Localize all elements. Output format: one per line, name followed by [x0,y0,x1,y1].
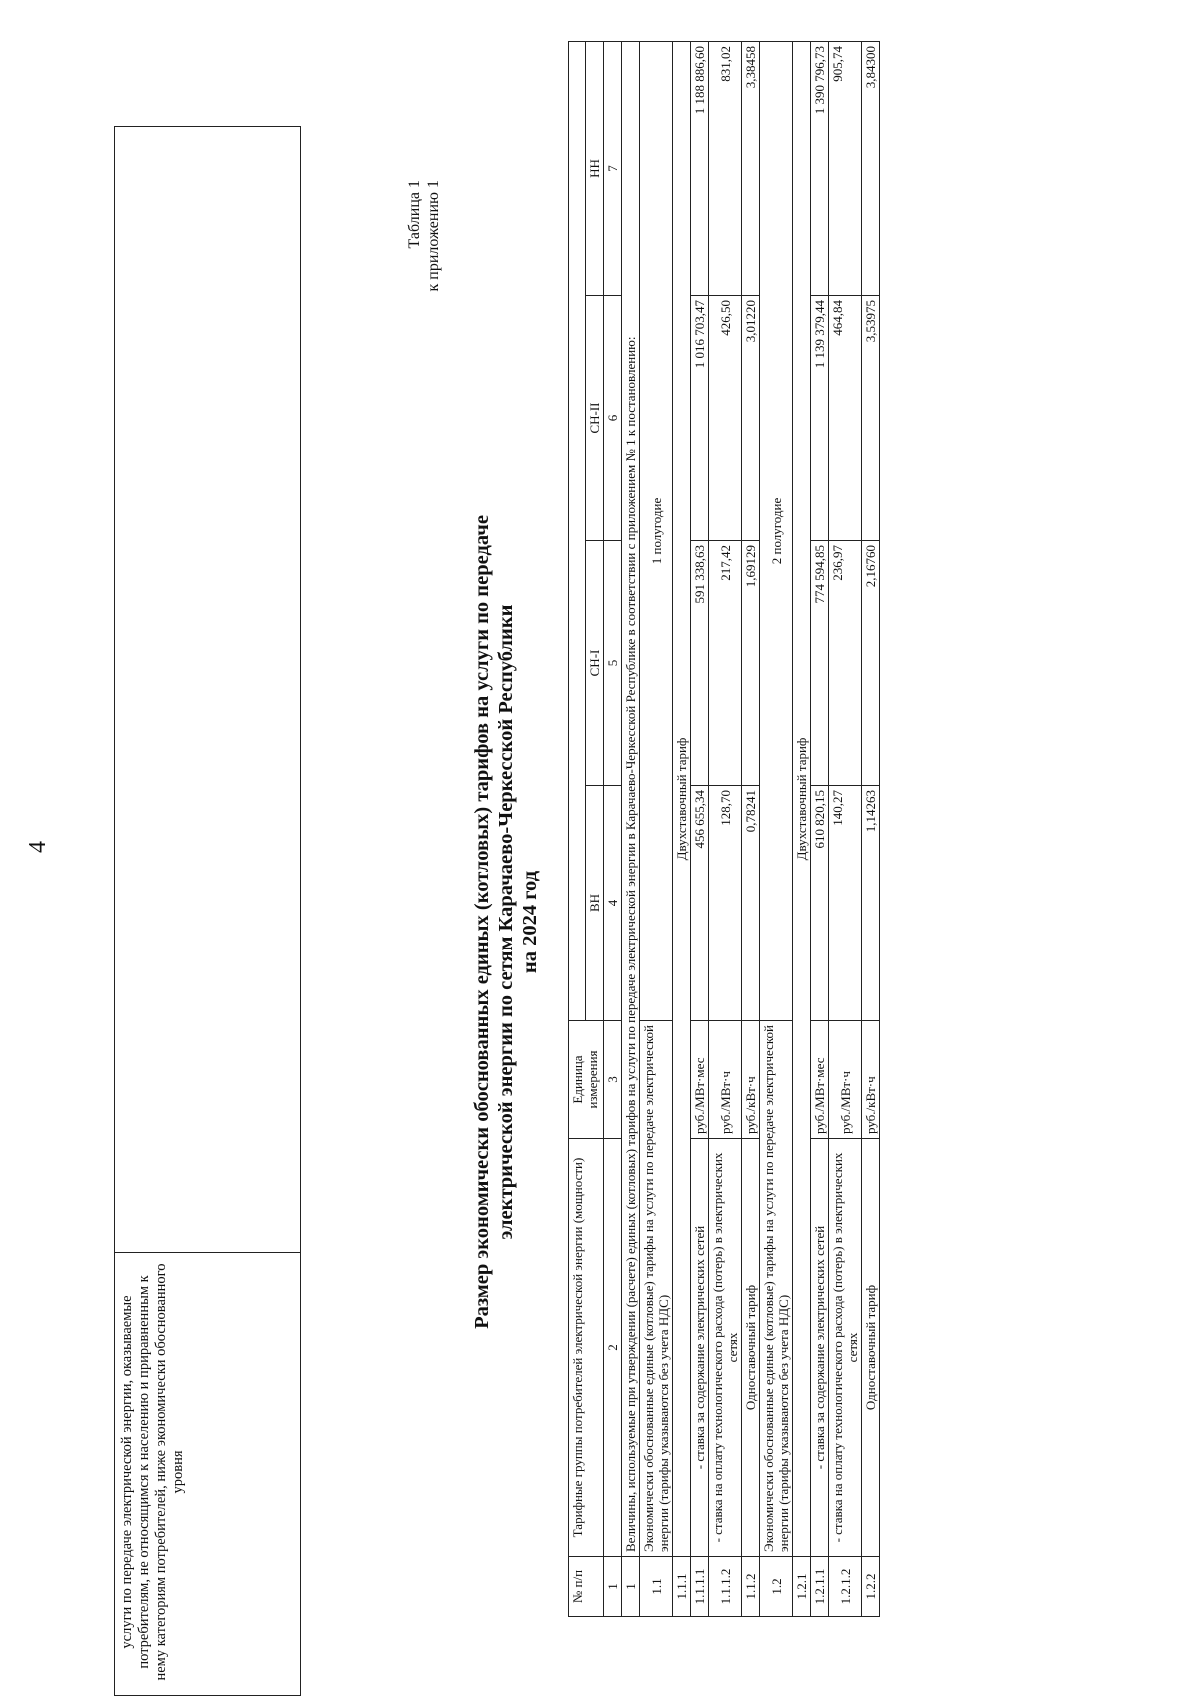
table-row [760,42,793,1617]
row-num: 1.1 [640,1557,673,1617]
value-vn: 128,70 [709,786,742,1021]
value-sn2: 3,01220 [742,296,760,541]
fragment-divider [115,1252,300,1253]
row-num: 1.2.1.1 [811,1557,829,1617]
value-vn: 456 655,34 [691,786,709,1021]
table-row [862,42,880,1617]
header-nn: НН [586,42,604,296]
row-name: - ставка за содержание электрических сетей [691,1139,709,1557]
table-row [673,42,691,1617]
table-row [811,42,829,1617]
row-num: 1.1.1.2 [709,1557,742,1617]
previous-table-fragment [114,126,301,1696]
value-sn1: 2,16760 [862,541,880,786]
header-unit: Единица измерения [569,1021,604,1139]
value-nn: 3,38458 [742,42,760,296]
header-group: Тарифные группы потребителей электрической энергии (мощности) [569,1139,604,1557]
row-unit: руб./МВт·ч [829,1021,862,1139]
row-text: Экономически обоснованные единые (котловые) тарифы на услуги по передаче электрической энергии (тарифы указываются без учета НДС) [760,1021,793,1557]
table-header-row [569,42,586,1617]
value-sn2: 464,84 [829,296,862,541]
table-row [793,42,811,1617]
row-unit: руб./МВт·ч [709,1021,742,1139]
row-name: - ставка за содержание электрических сетей [811,1139,829,1557]
title-line-2: электрической энергии по сетям Карачаево-Черкесской Республики [495,604,517,1240]
value-sn1: 774 594,85 [811,541,829,786]
value-vn: 0,78241 [742,786,760,1021]
value-sn2: 426,50 [709,296,742,541]
col-index: 3 [604,1021,622,1139]
title-line-1: Размер экономически обоснованных единых (котловых) тарифов на услуги по передаче [471,515,493,1329]
col-index: 5 [604,541,622,786]
tariff-table [568,41,880,1617]
value-vn: 1,14263 [862,786,880,1021]
row-text: Двухставочный тариф [793,42,811,1557]
row-num: 1 [622,1557,640,1617]
table-row [742,42,760,1617]
value-sn1: 217,42 [709,541,742,786]
period-label: 1 полугодие [640,42,673,1021]
value-nn: 3,84300 [862,42,880,296]
column-index-row [604,42,622,1617]
row-name: Одноставочный тариф [742,1139,760,1557]
row-num: 1.2.2 [862,1557,880,1617]
row-text: Двухставочный тариф [673,42,691,1557]
value-sn1: 236,97 [829,541,862,786]
row-unit: руб./кВт·ч [862,1021,880,1139]
row-num: 1.2.1.2 [829,1557,862,1617]
fragment-text: услуги по передаче электрической энергии, оказываемые потребителям, не относящимся к населению и приравненным к нему категориям потребителей, ниже экономически обоснованного уровня [119,1263,186,1681]
table-row [640,42,673,1617]
table-row [709,42,742,1617]
row-unit: руб./МВт·мес [811,1021,829,1139]
value-sn2: 1 016 703,47 [691,296,709,541]
value-vn: 610 820,15 [811,786,829,1021]
value-sn2: 3,53975 [862,296,880,541]
row-name: - ставка на оплату технологического расхода (потерь) в электрических сетях [709,1139,742,1557]
header-num: № п/п [569,1557,604,1617]
period-label: 2 полугодие [760,42,793,1021]
value-nn: 1 390 796,73 [811,42,829,296]
col-index: 2 [604,1139,622,1557]
value-nn: 1 188 886,60 [691,42,709,296]
col-index: 6 [604,296,622,541]
col-index: 4 [604,786,622,1021]
table-row [622,42,640,1617]
header-sn2: СН-II [586,296,604,541]
row-num: 1.1.2 [742,1557,760,1617]
row-unit: руб./МВт·мес [691,1021,709,1139]
row-num: 1.1.1 [673,1557,691,1617]
caption-line-1: Таблица 1 [406,180,423,249]
row-num: 1.2.1 [793,1557,811,1617]
table-row [691,42,709,1617]
table-caption [405,180,443,292]
document-title [470,397,542,1447]
row-num: 1.2 [760,1557,793,1617]
row-unit: руб./кВт·ч [742,1021,760,1139]
title-line-3: на 2024 год [519,870,541,974]
header-sn1: СН-I [586,541,604,786]
row-text: Экономически обоснованные единые (котловые) тарифы на услуги по передаче электрической энергии (тарифы указываются без учета НДС) [640,1021,673,1557]
table-row [829,42,862,1617]
value-sn1: 591 338,63 [691,541,709,786]
header-voltage-span [569,42,586,1021]
value-vn: 140,27 [829,786,862,1021]
value-sn2: 1 139 379,44 [811,296,829,541]
value-sn1: 1,69129 [742,541,760,786]
header-vn: ВН [586,786,604,1021]
row-name: - ставка на оплату технологического расхода (потерь) в электрических сетях [829,1139,862,1557]
col-index: 7 [604,42,622,296]
row-num: 1.1.1.1 [691,1557,709,1617]
row-name: Одноставочный тариф [862,1139,880,1557]
page-number: 4 [25,841,51,853]
caption-line-2: к приложению 1 [425,180,442,292]
value-nn: 905,74 [829,42,862,296]
row-text: Величины, используемые при утверждении (расчете) единых (котловых) тарифов на услуги по передаче электрической энергии в Карачаево-Черкесской Республике в соответствии с приложением № 1 к постановлению: [622,42,640,1557]
value-nn: 831,02 [709,42,742,296]
col-index: 1 [604,1557,622,1617]
